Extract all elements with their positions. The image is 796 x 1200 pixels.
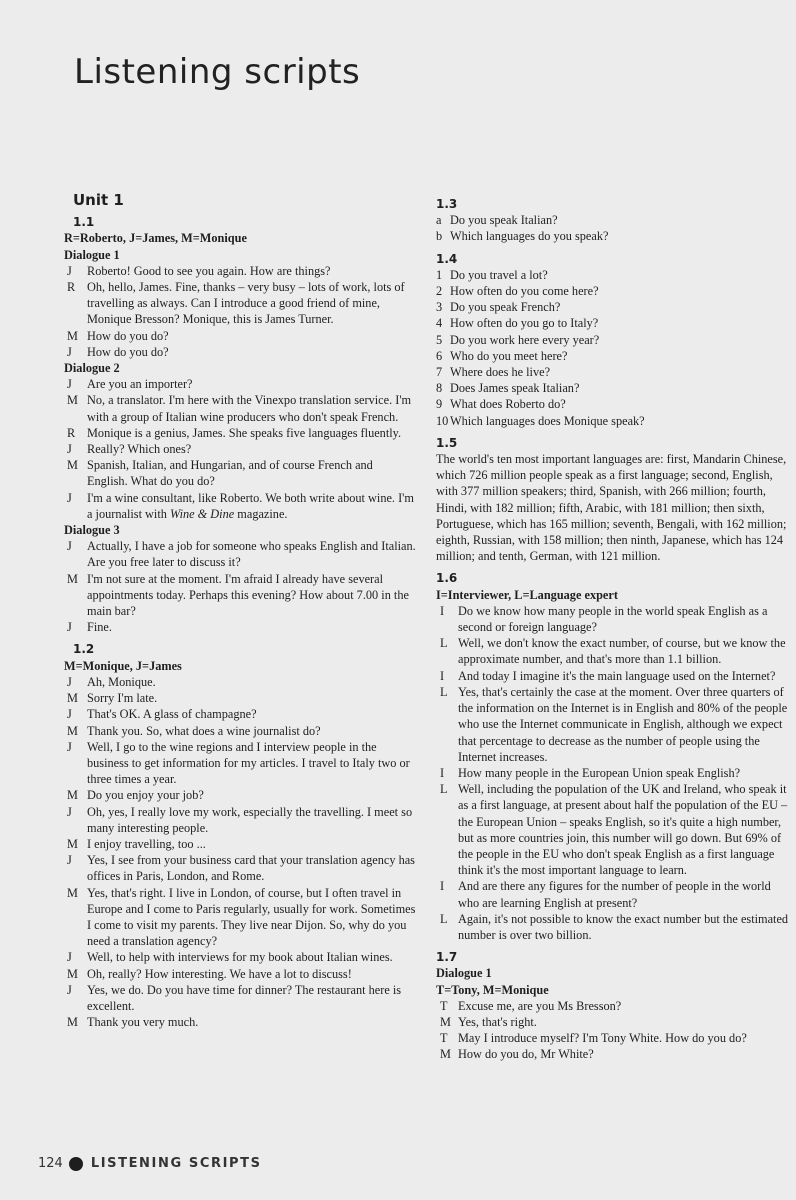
script-line [64, 739, 416, 788]
bullet-dot-icon [69, 1157, 83, 1171]
line-text: Who do you meet here? [450, 348, 568, 363]
script-line [64, 674, 416, 690]
script-line [64, 706, 416, 722]
script-line [436, 380, 792, 396]
speaker-label: J [67, 344, 72, 359]
speaker-label: J [67, 442, 72, 457]
line-text: Do you speak French? [450, 300, 561, 315]
speaker-label: M [67, 691, 78, 706]
section-heading-1-3: 1.3 [436, 197, 458, 211]
dialogue-3 [64, 538, 416, 635]
speaker-label: I [440, 603, 445, 618]
line-text: Ah, Monique. [87, 674, 156, 689]
speaker-label: 1 [436, 267, 443, 282]
speaker-label: R [67, 280, 76, 295]
script-line [64, 392, 416, 424]
dialogue-2 [64, 376, 416, 489]
speaker-label: 6 [436, 348, 443, 363]
speaker-label: M [67, 1015, 78, 1030]
script-line [436, 635, 792, 667]
speaker-label: M [67, 393, 78, 408]
line-text: Really? Which ones? [87, 442, 192, 457]
speaker-label: J [67, 982, 72, 997]
speaker-label: I [440, 879, 445, 894]
script-line [436, 765, 792, 781]
script-line [64, 982, 416, 1014]
line-text: I enjoy travelling, too ... [87, 836, 206, 851]
dialogue-3-title: Dialogue 3 [64, 523, 120, 538]
dialogue-1 [64, 263, 416, 360]
speaker-label: M [67, 885, 78, 900]
speaker-label: L [440, 684, 448, 699]
dialogue-1-title-1-7: Dialogue 1 [436, 966, 492, 981]
line-text: Well, I go to the wine regions and I interview people in the business to get information for my articles. I travel to Italy two or three times a year. [87, 739, 410, 787]
speaker-label: J [67, 707, 72, 722]
line-text: Well, to help with interviews for my book about Italian wines. [87, 950, 393, 965]
speaker-label: I [440, 668, 445, 683]
script-line [436, 283, 792, 299]
script-line [436, 396, 792, 412]
line-text: How many people in the European Union speak English? [458, 765, 741, 780]
line-text: Actually, I have a job for someone who speaks English and Italian. Are you free later to discuss it? [87, 539, 416, 570]
speaker-label: 7 [436, 365, 443, 380]
right-column [436, 192, 792, 1063]
line-text: How do you do? [87, 344, 169, 359]
roles-1-7: T=Tony, M=Monique [436, 982, 549, 997]
speaker-label: M [67, 328, 78, 343]
speaker-label: J [67, 674, 72, 689]
script-line [64, 538, 416, 570]
script-line [64, 690, 416, 706]
line-text: How do you do? [87, 328, 169, 343]
line-text: Roberto! Good to see you again. How are things? [87, 263, 331, 278]
speaker-label: T [440, 1031, 448, 1046]
speaker-label: 2 [436, 284, 443, 299]
line-text: Oh, hello, James. Fine, thanks – very busy – lots of work, lots of travelling as always. Can I introduce a good friend of mine, Monique Bresson? Monique, this is James Turner. [87, 280, 405, 327]
line-text: I'm not sure at the moment. I'm afraid I already have several appointments today. Perhaps this evening? How about 7.00 in the main bar? [87, 571, 409, 619]
script-line [64, 425, 416, 441]
line-text: Do you speak Italian? [450, 213, 558, 228]
speaker-label: J [67, 950, 72, 965]
speaker-label: L [440, 911, 448, 926]
line-text: How often do you come here? [450, 284, 599, 299]
line-text: Yes, that's right. [458, 1014, 537, 1029]
roles-1-2: M=Monique, J=James [64, 658, 182, 673]
speaker-label: M [67, 788, 78, 803]
script-line [64, 263, 416, 279]
line-text: Thank you very much. [87, 1015, 199, 1030]
speaker-label: 4 [436, 316, 443, 331]
script-line [64, 852, 416, 884]
section-heading-1-5: 1.5 [436, 435, 458, 450]
dialogue-2-title: Dialogue 2 [64, 361, 120, 376]
line-text: And today I imagine it's the main language used on the Internet? [458, 668, 776, 683]
line-text: Well, we don't know the exact number, of course, but we know the approximate number, and that's more than 1.1 billion. [458, 636, 786, 667]
line-text: Yes, I see from your business card that your translation agency has offices in Paris, London, and Rome. [87, 853, 415, 884]
section-heading-1-6: 1.6 [436, 571, 458, 586]
line-text: Oh, really? How interesting. We have a lot to discuss! [87, 966, 352, 981]
line-text: Oh, yes, I really love my work, especially the travelling. I meet so many interesting people. [87, 804, 413, 835]
left-column [64, 192, 416, 1030]
dialogue-1-title: Dialogue 1 [64, 247, 120, 262]
speaker-label: J [67, 490, 72, 505]
line-text: How do you do, Mr White? [458, 1047, 594, 1062]
footer-label: LISTENING SCRIPTS [90, 1156, 262, 1171]
section-heading-1-7: 1.7 [436, 950, 458, 965]
script-line [64, 571, 416, 620]
script-line [436, 911, 792, 943]
script-line [436, 315, 792, 331]
speaker-label: 3 [436, 300, 443, 315]
script-1-2 [64, 674, 416, 1030]
script-line [64, 966, 416, 982]
script-line [64, 328, 416, 344]
line-text: Are you an importer? [87, 377, 193, 392]
script-line [436, 299, 792, 315]
script-line [436, 364, 792, 380]
line-text: Excuse me, are you Ms Bresson? [458, 998, 622, 1013]
speaker-label: 10 [436, 413, 449, 428]
speaker-label: a [436, 213, 442, 228]
line-text: And are there any figures for the number of people in the world who are learning English at present? [458, 879, 771, 910]
speaker-label: M [67, 836, 78, 851]
unit-title: Unit 1 [73, 191, 124, 209]
section-heading-1-2: 1.2 [73, 642, 95, 657]
script-1-6 [436, 603, 792, 943]
speaker-label: 8 [436, 381, 443, 396]
speaker-label: J [67, 804, 72, 819]
magazine-title: Wine & Dine [170, 506, 235, 521]
script-line [436, 684, 792, 765]
script-line [64, 490, 416, 522]
script-line [64, 949, 416, 965]
speaker-label: R [67, 425, 76, 440]
speaker-label: 9 [436, 397, 443, 412]
line-text: Sorry I'm late. [87, 691, 158, 706]
line-text: Do we know how many people in the world speak English as a second or foreign language? [458, 603, 768, 635]
script-line [64, 787, 416, 803]
page-number: 124 [38, 1156, 63, 1171]
script-line [436, 603, 792, 635]
page-title: Listening scripts [74, 52, 361, 92]
section-heading-1-1: 1.1 [73, 215, 95, 230]
line-text: I'm a wine consultant, like Roberto. We both write about wine. I'm a journalist with Wine & Dine magazine. [87, 490, 414, 521]
speaker-label: 5 [436, 332, 443, 347]
speaker-label: T [440, 998, 448, 1013]
script-line [64, 457, 416, 489]
line-text: Spanish, Italian, and Hungarian, and of course French and English. What do you do? [87, 458, 373, 489]
line-text: Do you work here every year? [450, 332, 600, 347]
speaker-label: M [67, 723, 78, 738]
script-line [436, 348, 792, 364]
speaker-label: I [440, 765, 445, 780]
script-line [436, 781, 792, 878]
section-heading-1-4: 1.4 [436, 251, 458, 266]
script-line [436, 228, 792, 244]
line-text: Yes, that's certainly the case at the moment. Over three quarters of the information on the Internet is in English and 80% of the people who use the Internet communicate in English, although we expect that percentage to decrease as the number of people using the Internet increases. [458, 684, 788, 764]
script-line [64, 619, 416, 635]
script-line [64, 1014, 416, 1030]
speaker-label: L [440, 636, 448, 651]
speaker-label: J [67, 620, 72, 635]
line-text: Yes, that's right. I live in London, of course, but I often travel in Europe and I come to Paris regularly, usually for work. Sometimes I come to visit my parents. They live near Dijon. So, why do you need a translation agency? [87, 885, 416, 949]
speaker-label: M [440, 1014, 451, 1029]
script-1-5-paragraph: The world's ten most important languages are: first, Mandarin Chinese, which 726 million people speak as a first language; second, English, with 377 million speakers; third, Spanish, with 266 million; fourth, Hindi, with 182 million; fifth, Arabic, with 181 million; then sixth, Portuguese, which has 165 million; seventh, Bengali, with 162 million; eighth, Russian, with 158 million; then ninth, Japanese, which has 124 million; and tenth, German, with 121 million. [436, 452, 787, 564]
script-line [64, 344, 416, 360]
script-line [64, 804, 416, 836]
script-line [436, 1030, 792, 1046]
script-line [436, 668, 792, 684]
line-text: Do you enjoy your job? [87, 788, 204, 803]
line-text: No, a translator. I'm here with the Vinexpo translation service. I'm with a group of Italian wine producers who don't speak French. [87, 393, 412, 424]
script-line [64, 279, 416, 328]
speaker-label: M [67, 966, 78, 981]
line-text: What does Roberto do? [450, 397, 566, 412]
line-text: Monique is a genius, James. She speaks five languages fluently. [87, 425, 402, 440]
script-line [436, 212, 792, 228]
line-text: Which languages does Monique speak? [450, 413, 645, 428]
line-text: Do you travel a lot? [450, 267, 548, 282]
line-text: Where does he live? [450, 365, 551, 380]
speaker-label: J [67, 853, 72, 868]
script-line [436, 1046, 792, 1062]
line-text: Yes, we do. Do you have time for dinner? The restaurant here is excellent. [87, 982, 402, 1013]
line-text: Thank you. So, what does a wine journalist do? [87, 723, 321, 738]
line-text: Fine. [87, 620, 112, 635]
script-line [64, 836, 416, 852]
roles-1-1: R=Roberto, J=James, M=Monique [64, 231, 247, 246]
line-text: That's OK. A glass of champagne? [87, 707, 257, 722]
script-1-7 [436, 998, 792, 1063]
page-footer [38, 1156, 262, 1171]
script-line [64, 441, 416, 457]
speaker-label: L [440, 782, 448, 797]
line-text: Which languages do you speak? [450, 229, 609, 244]
script-line [64, 885, 416, 950]
speaker-label: b [436, 229, 443, 244]
script-line [64, 376, 416, 392]
speaker-label: M [67, 571, 78, 586]
speaker-label: M [440, 1047, 451, 1062]
script-1-4 [436, 267, 792, 429]
roles-1-6: I=Interviewer, L=Language expert [436, 587, 618, 602]
script-line [436, 413, 792, 429]
script-line [436, 332, 792, 348]
script-line [436, 267, 792, 283]
speaker-label: J [67, 539, 72, 554]
speaker-label: J [67, 739, 72, 754]
script-line [436, 878, 792, 910]
speaker-label: J [67, 377, 72, 392]
line-text: May I introduce myself? I'm Tony White. How do you do? [458, 1031, 747, 1046]
speaker-label: J [67, 263, 72, 278]
script-1-3 [436, 212, 792, 244]
script-line [436, 998, 792, 1014]
line-text: Well, including the population of the UK and Ireland, who speak it as a first language, at present about half the population of the EU – the European Union – speaks English, so it's quite a high number, but as more countries join, this number will go down. But 69% of the people in the EU who don't speak English as a first language think it's the most important language to learn. [458, 782, 788, 878]
script-line [436, 1014, 792, 1030]
line-text: Does James speak Italian? [450, 381, 580, 396]
script-line [64, 723, 416, 739]
line-text: Again, it's not possible to know the exact number but the estimated number is over two billion. [458, 911, 789, 942]
line-text: How often do you go to Italy? [450, 316, 599, 331]
speaker-label: M [67, 458, 78, 473]
